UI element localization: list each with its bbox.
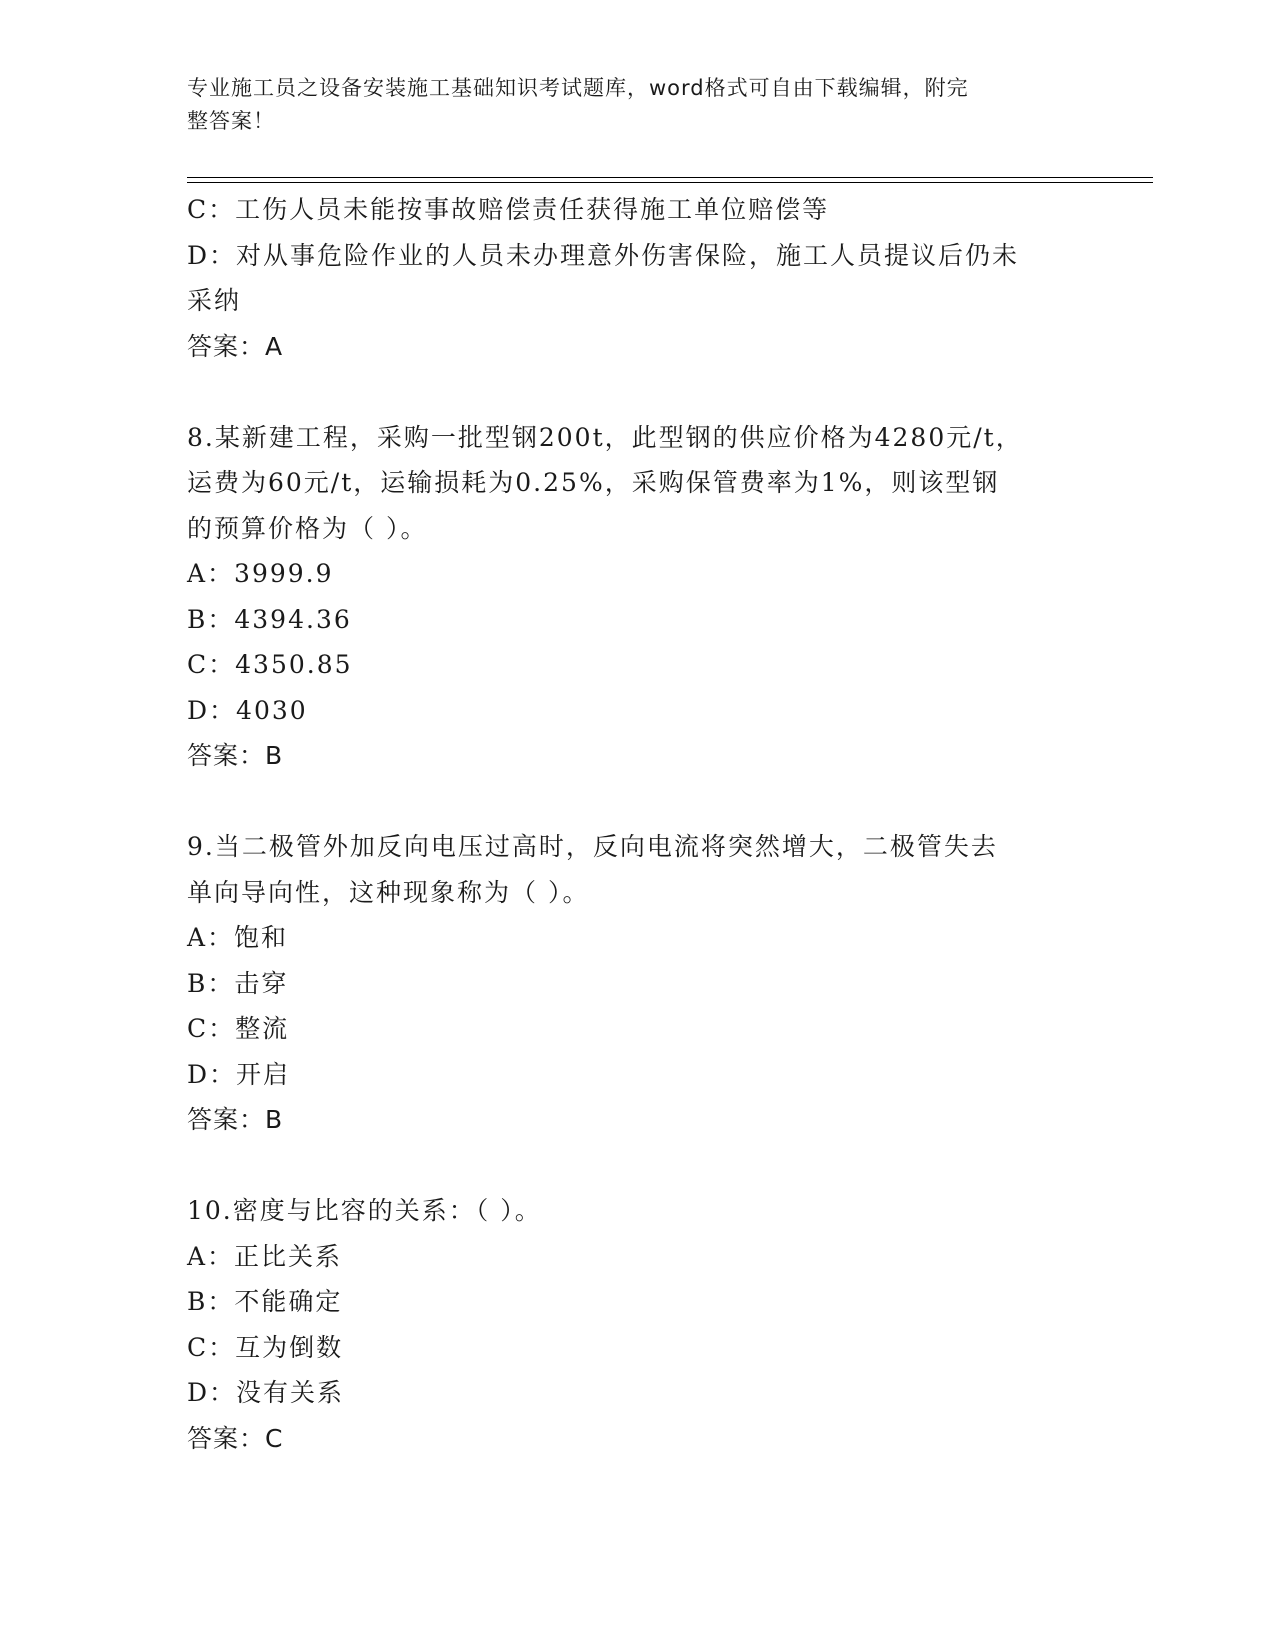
spacer [187,369,1067,415]
header-line-1: 专业施工员之设备安装施工基础知识考试题库，word格式可自由下载编辑，附完 [187,76,969,100]
question-8 [187,415,1067,779]
q8-option-d: D：4030 [187,695,308,725]
question-9 [187,824,1067,1143]
q10-option-a: A：正比关系 [187,1241,343,1271]
question-7-continued [187,187,1067,369]
header-divider-top [187,177,1153,178]
q8-stem-line-2: 运费为60元/t，运输损耗为0.25%，采购保管费率为1%，则该型钢 [187,468,1000,497]
q7-option-c: C：工伤人员未能按事故赔偿责任获得施工单位赔偿等 [187,195,830,224]
spacer [187,779,1067,825]
q7-option-d-line-2: 采纳 [187,286,242,315]
q8-answer: 答案：B [187,741,284,770]
q9-answer: 答案：B [187,1105,284,1134]
q9-option-c: C：整流 [187,1014,290,1043]
question-list [187,187,1067,1461]
q7-answer: 答案：A [187,331,284,361]
header-line-2: 整答案！ [187,109,275,133]
q9-option-d: D：开启 [187,1059,291,1089]
spacer [187,1143,1067,1189]
q9-stem-line-2: 单向导向性，这种现象称为（ ）。 [187,877,590,907]
q10-stem-line-1: 10.密度与比容的关系：（ ）。 [187,1196,542,1225]
q8-stem-line-3: 的预算价格为（ ）。 [187,513,428,543]
document-header [187,72,1067,138]
q10-option-c: C：互为倒数 [187,1332,344,1362]
header-divider-bottom [187,182,1153,183]
q9-option-b: B：击穿 [187,968,289,998]
question-10 [187,1188,1067,1461]
q7-option-d-line-1: D：对从事危险作业的人员未办理意外伤害保险，施工人员提议后仍未 [187,240,1020,270]
q10-answer: 答案：C [187,1423,284,1453]
q8-option-c: C：4350.85 [187,650,353,679]
q9-stem-line-1: 9.当二极管外加反向电压过高时，反向电流将突然增大，二极管失去 [187,832,998,861]
q8-option-a: A：3999.9 [187,559,334,588]
q8-stem-line-1: 8.某新建工程，采购一批型钢200t，此型钢的供应价格为4280元/t， [187,422,1023,452]
q10-option-b: B：不能确定 [187,1287,343,1316]
q9-option-a: A：饱和 [187,923,289,952]
q10-option-d: D：没有关系 [187,1378,345,1407]
q8-option-b: B：4394.36 [187,604,352,634]
